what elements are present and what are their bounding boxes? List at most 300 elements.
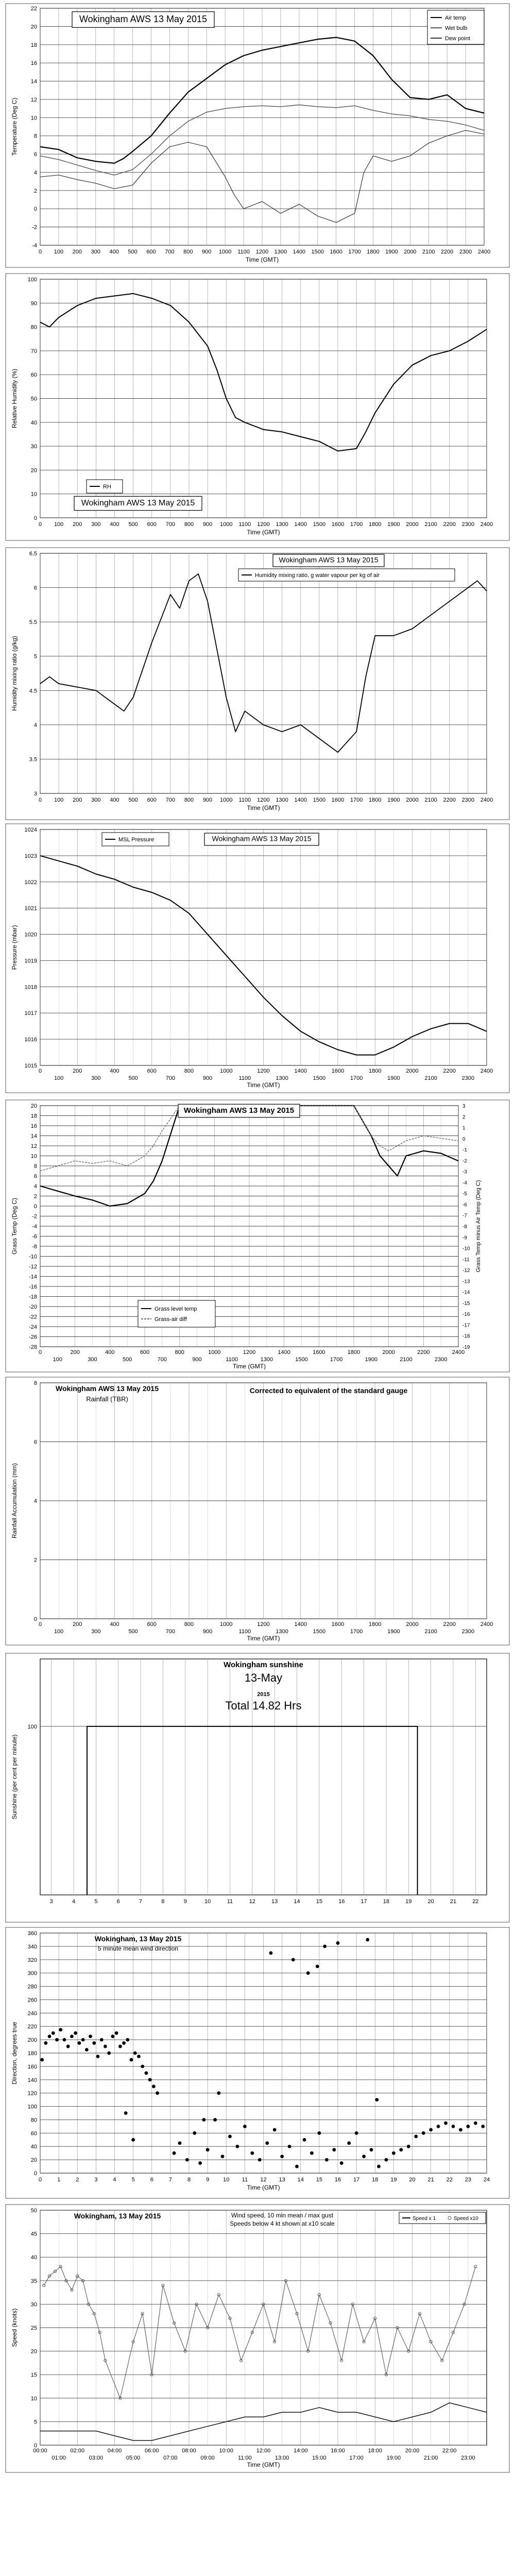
data-point [291, 1958, 295, 1961]
y-tick-label: 2 [33, 1193, 37, 1200]
y-tick-label: 6 [33, 1173, 37, 1180]
data-point [452, 2125, 455, 2128]
x-tick-label: 2200 [440, 249, 454, 255]
y-tick-label: 340 [27, 1943, 37, 1950]
x-tick-label: 1400 [294, 797, 307, 803]
wind-direction-chart [5, 1927, 510, 2199]
chart-title: Wokingham sunshine [224, 1660, 303, 1669]
chart-title: Wokingham AWS 13 May 2015 [56, 1384, 159, 1393]
chart-subtitle: Wind speed, 10 min mean / max gust [231, 2212, 334, 2219]
x-axis-label: Time (GMT) [247, 804, 280, 811]
x-tick-label: 2200 [443, 1068, 456, 1074]
data-point [213, 2118, 217, 2122]
data-point [370, 2148, 373, 2151]
chart-total: Total 14.82 Hrs [225, 1699, 302, 1712]
x-tick-label: 300 [88, 1357, 97, 1363]
legend-box [138, 1300, 215, 1327]
x-tick-label: 1000 [220, 1621, 233, 1628]
x-tick-label: 1100 [238, 797, 251, 803]
data-point [141, 2064, 144, 2068]
data-point [422, 2131, 425, 2135]
data-point [111, 2035, 114, 2038]
x-tick-label: 1400 [294, 1621, 307, 1628]
data-point [377, 2165, 381, 2168]
data-point [89, 2035, 92, 2038]
data-point [407, 2145, 410, 2148]
x-tick-label: 300 [91, 521, 101, 528]
chart-title: Wokingham AWS 13 May 2015 [79, 13, 208, 24]
y-tick-label: 25 [30, 2325, 37, 2331]
x-tick-label: 2400 [480, 1621, 493, 1628]
x-axis-label: Time (GMT) [247, 529, 280, 536]
x-tick-label: 20:00 [405, 2448, 420, 2454]
y-tick-label: 180 [27, 2050, 37, 2057]
x-tick-label: 600 [147, 521, 157, 528]
x-tick-label: 600 [147, 797, 157, 803]
chart-title: Wokingham AWS 13 May 2015 [81, 499, 195, 508]
y-tick-label: 0 [33, 2443, 37, 2449]
x-tick-label: 1000 [220, 1068, 233, 1074]
x-tick-label: 21 [427, 2177, 434, 2183]
x-tick-label: 07:00 [163, 2455, 178, 2461]
data-point [40, 2058, 44, 2062]
y-tick-label: -20 [29, 1304, 37, 1310]
x-tick-label: 1600 [331, 1621, 345, 1628]
data-point [81, 2038, 85, 2042]
y-tick-label: 18 [30, 42, 37, 48]
grass-temperature-chart [5, 1099, 510, 1372]
x-tick-label: 100 [54, 1629, 64, 1635]
x-tick-label: 900 [202, 1629, 213, 1635]
data-point [399, 2148, 403, 2151]
x-axis-label: Time (GMT) [247, 1081, 280, 1089]
y-tick-label: 2 [33, 1557, 37, 1564]
x-tick-label: 600 [140, 1349, 150, 1355]
x-tick-label: 2300 [461, 1075, 475, 1081]
y-tick-label: 8 [33, 1163, 37, 1170]
y-tick-label: 40 [30, 419, 37, 426]
y-tick-label: 50 [30, 396, 37, 402]
y-tick-label: 4 [33, 1183, 37, 1190]
y-tick-label: -8 [32, 1244, 37, 1250]
chart-title: Wokingham AWS 13 May 2015 [212, 834, 312, 843]
data-point [280, 2155, 284, 2158]
data-point [152, 2084, 156, 2088]
y-axis-label: Direction, degrees true [11, 2022, 18, 2084]
data-point [137, 2055, 141, 2058]
x-tick-label: 1300 [276, 1629, 288, 1635]
legend-label: Dew point [445, 36, 470, 42]
data-point [118, 2045, 122, 2048]
y2-tick-label: 0 [462, 1136, 466, 1142]
x-tick-label: 20 [427, 1899, 434, 1905]
x-tick-label: 2300 [459, 249, 472, 255]
x-tick-label: 1000 [218, 249, 232, 255]
data-point [303, 2138, 306, 2142]
data-point [269, 1951, 273, 1955]
x-tick-label: 14:00 [293, 2448, 308, 2454]
x-tick-label: 2300 [461, 521, 475, 528]
x-tick-label: 1800 [347, 1349, 360, 1355]
x-tick-label: 400 [110, 1621, 119, 1628]
x-tick-label: 1700 [350, 797, 363, 803]
x-axis-label: Time (GMT) [245, 256, 279, 263]
x-tick-label: 1100 [226, 1357, 238, 1363]
x-tick-label: 900 [202, 797, 213, 803]
data-point [316, 1964, 319, 1968]
y-tick-label: -18 [29, 1294, 37, 1300]
x-tick-label: 400 [105, 1349, 115, 1355]
data-point [92, 2041, 96, 2045]
x-tick-label: 1200 [243, 1349, 256, 1355]
y2-tick-label: -8 [462, 1224, 467, 1230]
x-tick-label: 2300 [461, 797, 475, 803]
x-tick-label: 16:00 [331, 2448, 345, 2454]
x-tick-label: 200 [73, 1068, 82, 1074]
x-tick-label: 1600 [331, 797, 345, 803]
x-tick-label: 21 [450, 1899, 457, 1905]
temperature-chart [5, 3, 510, 268]
data-point [126, 2038, 129, 2042]
data-point [55, 2038, 59, 2042]
x-tick-label: 08:00 [182, 2448, 196, 2454]
y-tick-label: -16 [29, 1284, 37, 1290]
x-axis-label: Time (GMT) [247, 1635, 280, 1642]
x-tick-label: 14 [294, 1899, 300, 1905]
x-tick-label: 1500 [313, 1629, 326, 1635]
x-tick-label: 700 [165, 1629, 176, 1635]
data-point [52, 2031, 55, 2035]
y2-tick-label: -17 [462, 1323, 470, 1329]
x-tick-label: 2200 [443, 521, 456, 528]
y-tick-label: -2 [32, 224, 37, 231]
x-tick-label: 03:00 [89, 2455, 104, 2461]
data-point [217, 2091, 220, 2095]
x-tick-label: 2400 [452, 1349, 465, 1355]
x-tick-label: 100 [54, 521, 64, 528]
x-tick-label: 3 [49, 1899, 53, 1905]
y-tick-label: 4 [33, 1498, 37, 1504]
x-tick-label: 02:00 [70, 2448, 85, 2454]
y-tick-label: 4 [33, 170, 37, 176]
x-tick-label: 0 [38, 2177, 42, 2183]
data-point [385, 2158, 388, 2162]
data-point [63, 2038, 66, 2042]
data-point [131, 2138, 135, 2142]
y-tick-label: 320 [27, 1957, 37, 1963]
x-tick-label: 19 [390, 2177, 397, 2183]
x-tick-label: 17:00 [349, 2455, 364, 2461]
data-point [193, 2131, 196, 2135]
x-axis-label: Time (GMT) [247, 2461, 280, 2468]
x-tick-label: 10:00 [219, 2448, 234, 2454]
y-axis-label: Sunshine (per cent per minute) [11, 1734, 18, 1820]
x-tick-label: 100 [54, 249, 64, 255]
chart-title: Wokingham AWS 13 May 2015 [279, 555, 379, 564]
x-tick-label: 1400 [294, 1068, 307, 1074]
wind-speed-chart [5, 2204, 510, 2473]
x-tick-label: 300 [91, 797, 101, 803]
x-tick-label: 04:00 [107, 2448, 122, 2454]
sunshine-chart [5, 1653, 510, 1923]
x-tick-label: 1400 [294, 521, 307, 528]
data-point [59, 2028, 62, 2031]
x-tick-label: 1300 [276, 797, 288, 803]
x-tick-label: 2400 [480, 521, 493, 528]
x-tick-label: 17 [353, 2177, 360, 2183]
x-tick-label: 1000 [220, 521, 233, 528]
y-tick-label: 0 [33, 2171, 37, 2177]
data-point [85, 2048, 89, 2052]
x-tick-label: 10 [223, 2177, 230, 2183]
y-tick-label: 20 [30, 2157, 37, 2164]
y-tick-label: 120 [27, 2090, 37, 2097]
x-tick-label: 1400 [278, 1349, 290, 1355]
data-point [325, 2158, 329, 2162]
y2-tick-label: -13 [462, 1279, 470, 1285]
x-tick-label: 700 [165, 1075, 176, 1081]
y-tick-label: 5.5 [29, 619, 37, 626]
x-tick-label: 2100 [424, 521, 437, 528]
data-point [366, 1938, 369, 1942]
data-point [178, 2141, 182, 2145]
y2-tick-label: -12 [462, 1268, 470, 1274]
x-tick-label: 18 [383, 1899, 390, 1905]
y-tick-label: 140 [27, 2077, 37, 2083]
y-tick-label: -10 [29, 1253, 37, 1260]
x-tick-label: 0 [38, 1068, 42, 1074]
x-tick-label: 1900 [387, 797, 400, 803]
x-tick-label: 8 [187, 2177, 191, 2183]
x-tick-label: 20 [409, 2177, 416, 2183]
x-tick-label: 2400 [477, 249, 491, 255]
data-point [236, 2145, 239, 2148]
x-tick-label: 100 [54, 1075, 64, 1081]
y2-tick-label: -2 [462, 1158, 467, 1164]
chart-title: Wokingham, 13 May 2015 [74, 2212, 161, 2220]
y-tick-label: 1019 [24, 958, 37, 964]
chart-year: 2015 [257, 1691, 270, 1698]
x-tick-label: 1500 [313, 1075, 326, 1081]
x-tick-label: 2000 [404, 249, 417, 255]
x-tick-label: 1500 [313, 797, 326, 803]
x-tick-label: 700 [165, 797, 176, 803]
data-point [323, 1944, 327, 1948]
x-tick-label: 21:00 [423, 2455, 438, 2461]
y-tick-label: 10 [30, 1153, 37, 1160]
legend-label: Humidity mixing ratio, g water vapour per kg of air [255, 572, 380, 579]
y-tick-label: 60 [30, 372, 37, 379]
y2-tick-label: 1 [462, 1125, 466, 1131]
x-tick-label: 22 [472, 1899, 479, 1905]
x-tick-label: 2 [76, 2177, 79, 2183]
data-point [107, 2052, 111, 2055]
y-tick-label: -26 [29, 1334, 37, 1341]
chart-date: 13-May [244, 1671, 283, 1684]
x-tick-label: 9 [206, 2177, 210, 2183]
y-tick-label: 0 [33, 515, 37, 521]
x-tick-label: 6 [116, 1899, 120, 1905]
data-point [115, 2031, 118, 2035]
x-tick-label: 18 [372, 2177, 379, 2183]
chart-title: Wokingham, 13 May 2015 [94, 1935, 182, 1943]
y-tick-label: 40 [30, 2255, 37, 2261]
x-tick-label: 1100 [238, 1629, 251, 1635]
x-tick-label: 400 [109, 249, 119, 255]
x-tick-label: 13 [279, 2177, 285, 2183]
y2-tick-label: -7 [462, 1213, 467, 1219]
y-axis-label: Grass Temp (Deg C) [11, 1198, 18, 1255]
legend-label: Grass level temp [154, 1306, 197, 1312]
legend-label: Speed x 1 [413, 2216, 436, 2222]
x-tick-label: 3 [94, 2177, 98, 2183]
y2-tick-label: -9 [462, 1235, 467, 1241]
x-tick-label: 500 [128, 521, 138, 528]
x-tick-label: 1900 [365, 1357, 378, 1363]
x-tick-label: 1900 [387, 1629, 400, 1635]
x-tick-label: 100 [53, 1357, 63, 1363]
x-tick-label: 1300 [276, 1075, 288, 1081]
x-tick-label: 0 [38, 1349, 42, 1355]
data-point [414, 2134, 418, 2138]
y-tick-label: 4 [33, 722, 37, 728]
y-tick-label: 30 [30, 2301, 37, 2308]
data-point [310, 2151, 314, 2155]
y-tick-label: 1022 [24, 879, 37, 886]
x-tick-label: 500 [128, 1075, 138, 1081]
y-tick-label: 90 [30, 300, 37, 307]
x-tick-label: 13:00 [274, 2455, 289, 2461]
data-point [481, 2125, 485, 2128]
data-point [306, 1971, 310, 1975]
x-tick-label: 22:00 [442, 2448, 457, 2454]
x-tick-label: 11 [227, 1899, 233, 1905]
y-tick-label: 12 [30, 1143, 37, 1149]
x-tick-label: 400 [110, 797, 119, 803]
x-tick-label: 16 [338, 1899, 345, 1905]
x-tick-label: 500 [128, 1629, 138, 1635]
data-point [48, 2035, 52, 2038]
y-tick-label: 16 [30, 1123, 37, 1129]
legend-label: RH [103, 484, 111, 490]
x-tick-label: 22 [446, 2177, 453, 2183]
chart-subtitle: 5 minute mean wind direction [97, 1945, 179, 1952]
y-tick-label: 10 [30, 115, 37, 122]
y-tick-label: 5 [33, 653, 37, 660]
x-tick-label: 700 [165, 249, 175, 255]
y-tick-label: 80 [30, 324, 37, 331]
data-point [173, 2151, 176, 2155]
data-point [44, 2041, 47, 2045]
x-tick-label: 1600 [330, 249, 342, 255]
y-axis-label: Temperature (Deg C) [11, 97, 18, 156]
data-point [198, 2161, 202, 2165]
y2-tick-label: -14 [462, 1290, 470, 1296]
y-tick-label: 10 [30, 491, 37, 498]
x-tick-label: 600 [147, 1621, 157, 1628]
x-tick-label: 800 [184, 521, 194, 528]
y-tick-label: 280 [27, 1984, 37, 1990]
y-tick-label: -6 [32, 1233, 37, 1240]
x-tick-label: 1800 [369, 1068, 382, 1074]
x-tick-label: 1300 [274, 249, 287, 255]
y-tick-label: 60 [30, 2130, 37, 2137]
data-point [228, 2134, 232, 2138]
pressure-chart [5, 823, 510, 1093]
x-tick-label: 800 [175, 1349, 184, 1355]
y-tick-label: 6.5 [29, 551, 37, 557]
y-tick-label: -4 [32, 243, 37, 249]
x-tick-label: 700 [165, 521, 176, 528]
y-axis-label: Humidity mixing ratio (g/kg) [11, 636, 18, 711]
x-tick-label: 12 [260, 2177, 267, 2183]
x-tick-label: 23:00 [461, 2455, 475, 2461]
x-tick-label: 6 [150, 2177, 153, 2183]
data-point [355, 2131, 358, 2135]
x-tick-label: 300 [91, 1629, 101, 1635]
x-tick-label: 05:00 [126, 2455, 141, 2461]
y-tick-label: 22 [30, 6, 37, 12]
x-tick-label: 19 [405, 1899, 412, 1905]
x-tick-label: 1100 [237, 249, 250, 255]
x-tick-label: 400 [110, 1068, 119, 1074]
x-tick-label: 7 [139, 1899, 143, 1905]
x-axis-label: Time (GMT) [232, 1363, 266, 1370]
x-tick-label: 1500 [313, 521, 326, 528]
x-tick-label: 12:00 [256, 2448, 271, 2454]
y2-tick-label: -6 [462, 1202, 467, 1208]
legend-label: MSL Pressure [118, 837, 154, 843]
x-tick-label: 1200 [257, 797, 270, 803]
x-tick-label: 800 [184, 1068, 194, 1074]
x-tick-label: 2100 [400, 1357, 413, 1363]
x-tick-label: 1600 [331, 1068, 345, 1074]
x-tick-label: 1900 [387, 521, 400, 528]
y-tick-label: 20 [30, 1103, 37, 1109]
y-tick-label: 1015 [24, 1063, 37, 1069]
data-point [74, 2031, 77, 2035]
y-tick-label: 50 [30, 2208, 37, 2214]
y2-axis-label: Grass Temp minus Air Temp (Deg C) [475, 1180, 482, 1273]
y2-tick-label: -18 [462, 1333, 470, 1340]
y-tick-label: 10 [30, 2395, 37, 2402]
x-tick-label: 1900 [385, 249, 398, 255]
x-tick-label: 1700 [350, 1075, 363, 1081]
x-tick-label: 2100 [422, 249, 435, 255]
y-tick-label: 240 [27, 2010, 37, 2017]
data-point [206, 2148, 210, 2151]
y2-tick-label: -15 [462, 1300, 470, 1307]
x-tick-label: 15:00 [312, 2455, 327, 2461]
x-tick-label: 1300 [276, 521, 288, 528]
chart-note: Corrected to equivalent of the standard gauge [249, 1386, 408, 1395]
x-tick-label: 5 [94, 1899, 98, 1905]
x-tick-label: 2100 [424, 1075, 437, 1081]
y-axis-label: Rainfall Accumulation (mm) [11, 1463, 18, 1539]
x-tick-label: 2200 [443, 797, 456, 803]
y-tick-label: 200 [27, 2037, 37, 2044]
x-tick-label: 900 [202, 249, 212, 255]
x-tick-label: 09:00 [200, 2455, 215, 2461]
y-tick-label: -22 [29, 1314, 37, 1320]
y2-tick-label: -4 [462, 1180, 467, 1186]
x-tick-label: 2000 [406, 1068, 419, 1074]
x-tick-label: 500 [122, 1357, 132, 1363]
x-tick-label: 2300 [434, 1357, 448, 1363]
humidity-chart [5, 273, 510, 541]
y2-tick-label: 3 [462, 1104, 466, 1109]
y2-tick-label: -5 [462, 1191, 467, 1197]
